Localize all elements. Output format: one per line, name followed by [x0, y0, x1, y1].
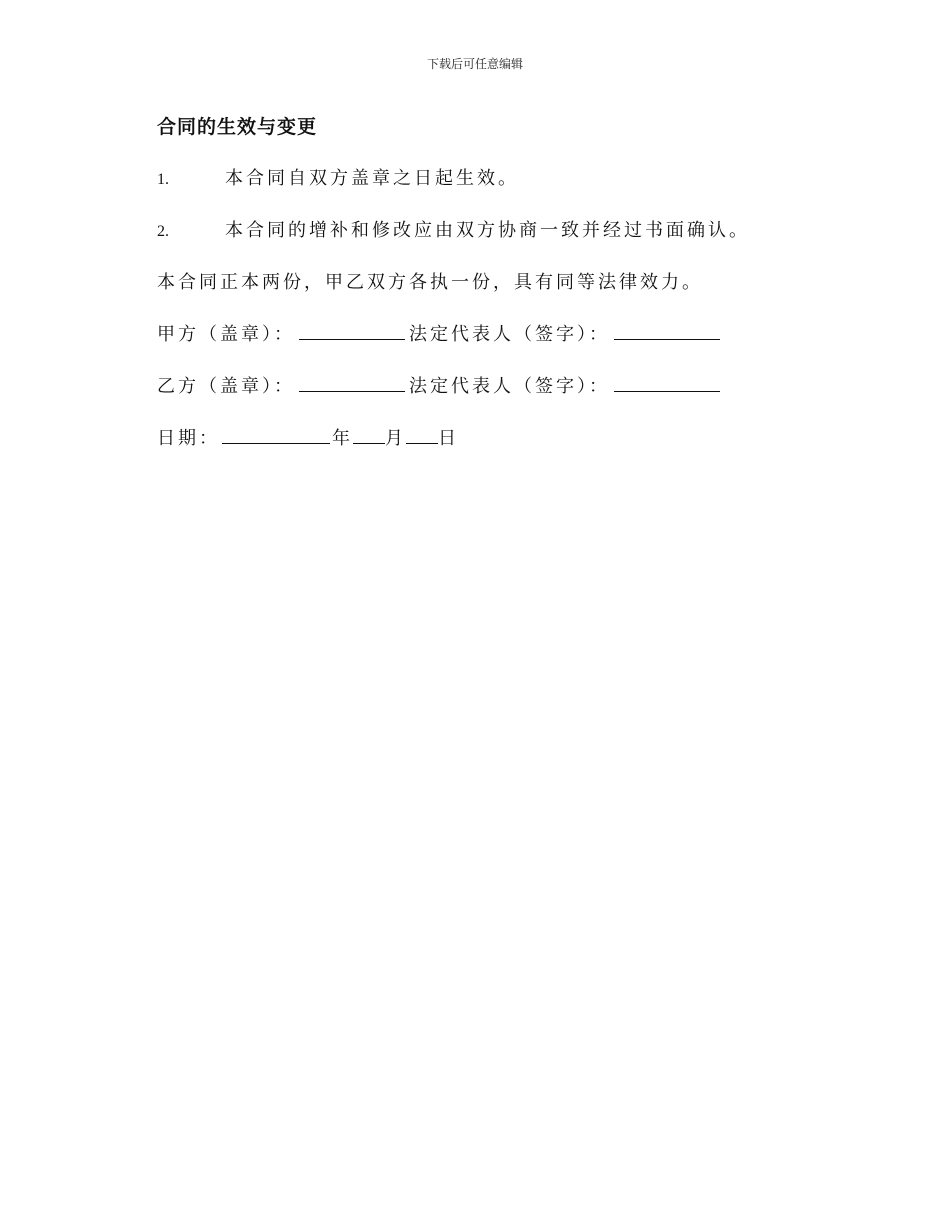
date-month-blank[interactable]: [353, 425, 385, 444]
party-a-signature-row: [157, 320, 837, 350]
section-title: 合同的生效与变更: [157, 116, 318, 138]
clause-number: 1.: [157, 171, 169, 188]
party-b-rep-blank[interactable]: [614, 373, 720, 392]
date-month-unit: 月: [385, 428, 406, 449]
party-a-rep-label: 法定代表人（签字）：: [409, 324, 610, 345]
clause-number: 2.: [157, 223, 169, 240]
clause-text: 本合同自双方盖章之日起生效。: [225, 168, 519, 189]
date-day-unit: 日: [438, 428, 459, 449]
date-year-unit: 年: [332, 428, 353, 449]
clause-2: [157, 216, 837, 246]
party-b-seal-label: 乙方（盖章）：: [157, 376, 295, 397]
party-b-signature-row: [157, 372, 837, 402]
party-a-rep-blank[interactable]: [614, 321, 720, 340]
clause-1: [157, 164, 837, 194]
date-row: [157, 424, 837, 454]
date-year-blank[interactable]: [222, 425, 330, 444]
document-body: [157, 112, 837, 476]
date-day-blank[interactable]: [406, 425, 438, 444]
clause-text: 本合同的增补和修改应由双方协商一致并经过书面确认。: [225, 220, 750, 241]
party-b-rep-label: 法定代表人（签字）：: [409, 376, 610, 397]
party-b-seal-blank[interactable]: [299, 373, 405, 392]
party-a-seal-label: 甲方（盖章）：: [157, 324, 295, 345]
date-label: 日期：: [157, 428, 220, 449]
copies-statement: 本合同正本两份，甲乙双方各执一份，具有同等法律效力。: [157, 272, 703, 293]
party-a-seal-blank[interactable]: [299, 321, 405, 340]
page-header-note: 下载后可任意编辑: [426, 57, 523, 71]
